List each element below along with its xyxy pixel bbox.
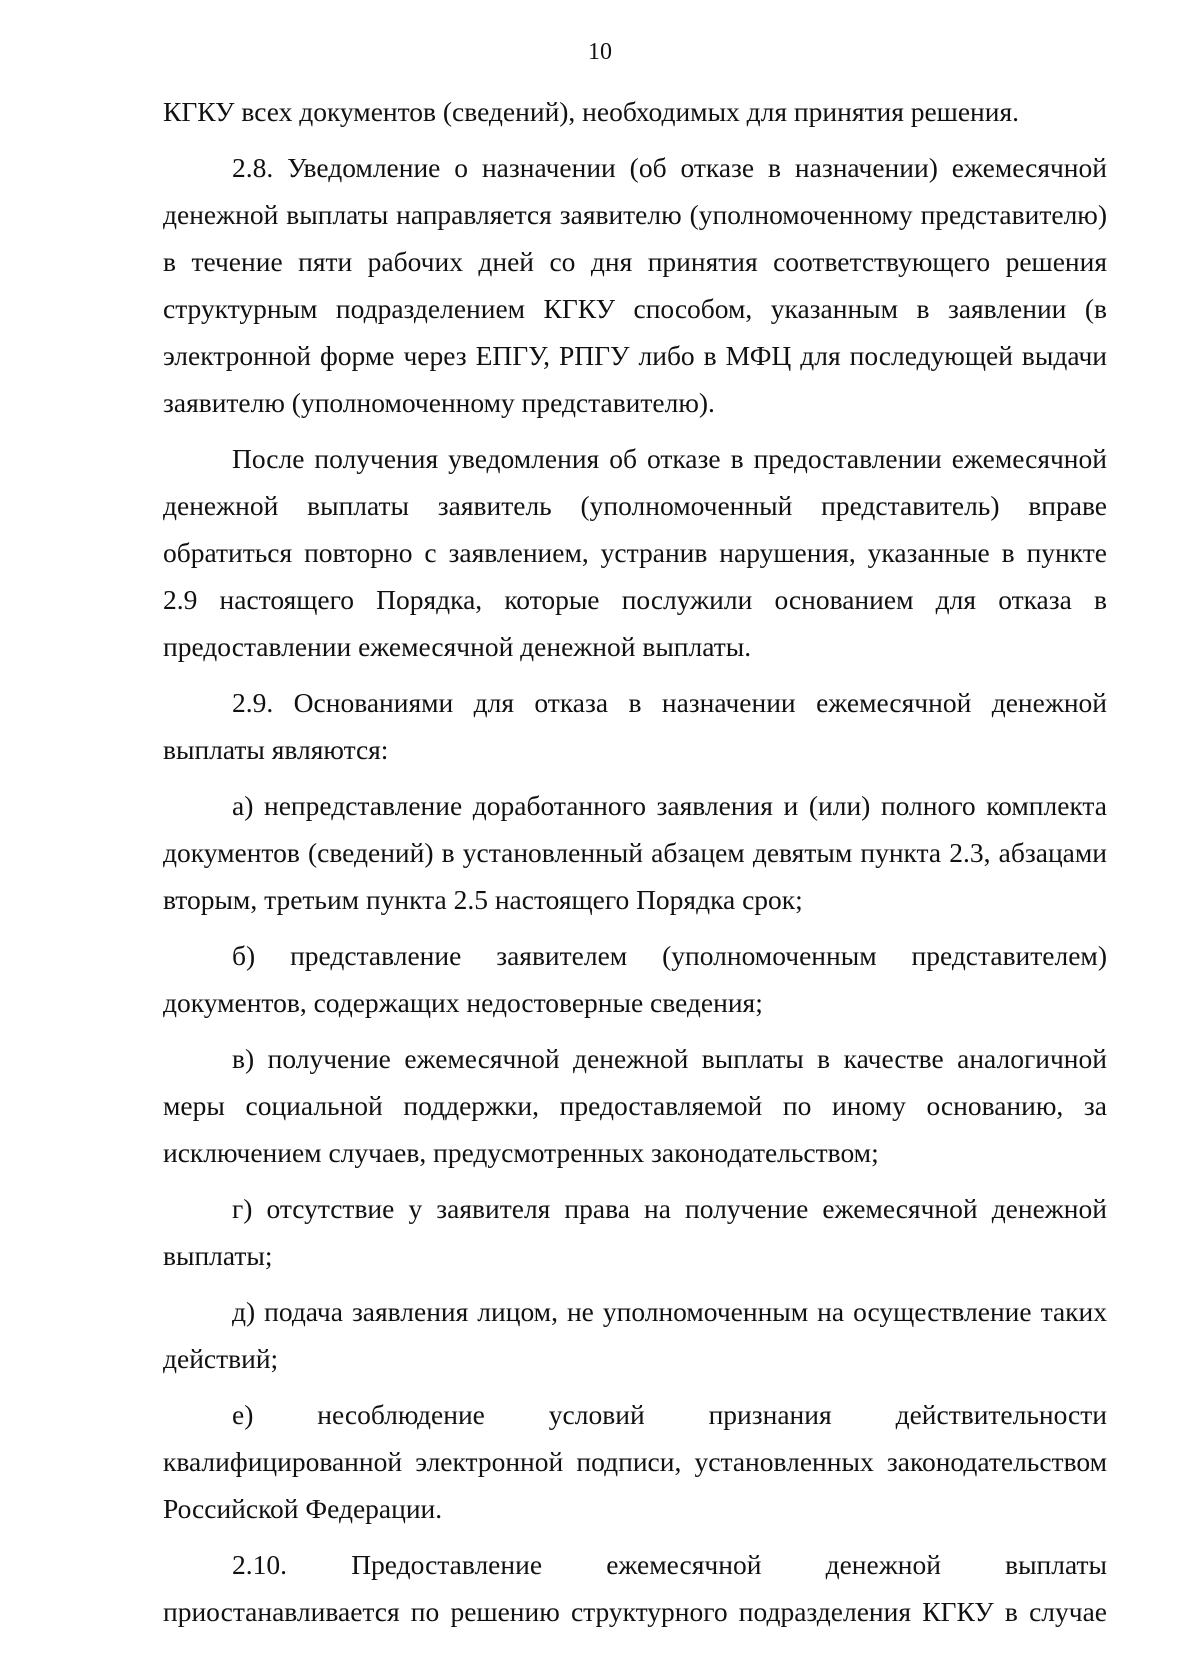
list-item-d: д) подача заявления лицом, не уполномоченным на осуществление таких действий; [163,1296,1107,1374]
list-item-a: а) непредставление доработанного заявления и (или) полного комплекта документов (сведений) в установленный абзацем девятым пункта 2.3, абзацами вторым, третьим пункта 2.5 настоящего Порядка срок; [163,790,1107,915]
page-number: 10 [588,39,612,65]
list-item-g: г) отсутствие у заявителя права на получение ежемесячной денежной выплаты; [163,1193,1107,1271]
paragraph-continuation: КГКУ всех документов (сведений), необходимых для принятия решения. [163,96,1020,127]
list-item-e: е) несоблюдение условий признания действительности квалифицированной электронной подписи, установленных законодательством Российской Федерации. [163,1399,1107,1524]
paragraph-refusal-appeal: После получения уведомления об отказе в предоставлении ежемесячной денежной выплаты заявитель (уполномоченный представитель) вправе обратиться повторно с заявлением, устранив нарушения, указанные в пункте 2.9 настоящего Порядка, которые послужили основанием для отказа в предоставлении ежемесячной денежной выплаты. [163,443,1107,662]
paragraph-2-10: 2.10. Предоставление ежемесячной денежной выплаты приостанавливается по решению структурного подразделения КГКУ в случае [163,1549,1107,1627]
paragraph-2-9: 2.9. Основаниями для отказа в назначении ежемесячной денежной выплаты являются: [163,687,1107,765]
list-item-b: б) представление заявителем (уполномоченным представителем) документов, содержащих недостоверные сведения; [163,940,1107,1018]
document-body [163,88,1107,1635]
list-item-v: в) получение ежемесячной денежной выплаты в качестве аналогичной меры социальной поддержки, предоставляемой по иному основанию, за исключением случаев, предусмотренных законодательством; [163,1043,1107,1168]
paragraph-2-8: 2.8. Уведомление о назначении (об отказе в назначении) ежемесячной денежной выплаты направляется заявителю (уполномоченному представителю) в течение пяти рабочих дней со дня принятия соответствующего решения структурным подразделением КГКУ способом, указанным в заявлении (в электронной форме через ЕПГУ, РПГУ либо в МФЦ для последующей выдачи заявителю (уполномоченному представителю). [163,152,1107,418]
